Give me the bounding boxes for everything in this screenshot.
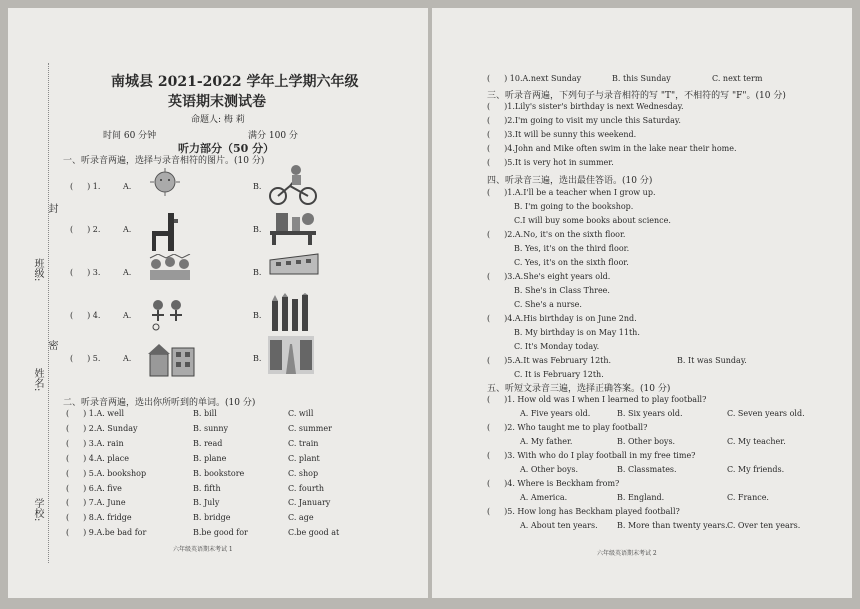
passage-option-c: C. My teacher. xyxy=(727,437,786,446)
exam-page-right xyxy=(432,8,852,598)
section-3-heading: 三、听录音两遍，下列句子与录音相符的写 "T"，不相符的写 "F"。(10 分) xyxy=(487,91,786,101)
response-question-row: ( )3.A.She's eight years old. xyxy=(487,272,611,281)
word-option-b: B. this Sunday xyxy=(612,74,671,83)
question-number: 3. xyxy=(88,438,97,448)
word-option-c: C. shop xyxy=(288,468,319,478)
passage-option-c: C. France. xyxy=(727,493,769,502)
true-false-row: ( )1.Lily's sister's birthday is next Wednesday. xyxy=(487,102,684,111)
passage-option-b: B. Six years old. xyxy=(617,409,683,418)
word-option-c: C. plant xyxy=(288,453,320,463)
true-false-row: ( )3.It will be sunny this weekend. xyxy=(487,130,637,139)
word-option-a: A. June xyxy=(96,498,126,508)
desk-study-icon xyxy=(268,207,318,249)
question-number: 8. xyxy=(88,513,97,523)
word-question-row: ( ) 7.A. June xyxy=(66,498,126,508)
word-option-b: B. bookstore xyxy=(193,468,245,478)
question-number: 1. xyxy=(88,409,97,418)
crayons-icon xyxy=(268,293,312,337)
word-option-c: C. summer xyxy=(288,423,332,433)
passage-option-b: B. Other boys. xyxy=(617,437,676,446)
kids-ball-icon xyxy=(148,297,188,335)
response-option-b: B. Yes, it's on the third floor. xyxy=(514,244,630,253)
passage-option-c: C. Over ten years. xyxy=(727,521,801,530)
word-option-a: A. rain xyxy=(96,438,124,448)
question-number: 3. xyxy=(92,268,101,277)
page-footer-left: 六年级英语期末考试 1 xyxy=(173,546,233,553)
response-option-c: C. She's a nurse. xyxy=(514,300,582,309)
houses-icon xyxy=(148,340,196,382)
passage-option-b: B. England. xyxy=(617,493,665,502)
word-question-row: ( ) 4.A. place xyxy=(66,453,129,463)
statement-text: 4.John and Mike often swim in the lake near their home. xyxy=(507,144,737,153)
passage-option-a: A. My father. xyxy=(520,437,573,446)
word-option-c: C.be good at xyxy=(288,528,340,538)
word-question-row: ( ) 1.A. well xyxy=(66,409,124,418)
exam-score: 满分 100 分 xyxy=(248,131,298,141)
class-label: 班级: xyxy=(32,258,43,282)
statement-text: 1.Lily's sister's birthday is next Wednesday. xyxy=(507,102,684,111)
question-number: 1. xyxy=(507,188,515,197)
response-question-row: ( )5.A.It was February 12th. xyxy=(487,356,612,365)
question-number: 6. xyxy=(88,483,97,493)
response-question-row: ( )4.A.His birthday is on June 2nd. xyxy=(487,314,637,323)
passage-question-text: 4. Where is Beckham from? xyxy=(507,479,620,488)
word-option-c: C. January xyxy=(288,498,331,508)
statement-text: 3.It will be sunny this weekend. xyxy=(507,130,637,139)
option-b-label: B. xyxy=(253,311,262,320)
passage-option-b: B. More than twenty years. xyxy=(617,521,728,530)
binding-line xyxy=(48,63,49,563)
picture-question-row: ( ) 4. xyxy=(70,311,101,320)
passage-option-c: C. Seven years old. xyxy=(727,409,805,418)
passage-question-row: ( )5. How long has Beckham played football? xyxy=(487,507,680,516)
passage-option-b: B. Classmates. xyxy=(617,465,677,474)
passage-question-row: ( )2. Who taught me to play football? xyxy=(487,423,648,432)
word-question-row: ( ) 9.A.be bad for xyxy=(66,528,147,538)
word-option-a: A. well xyxy=(96,409,124,418)
word-option-b: B. sunny xyxy=(193,423,229,433)
response-option-c: C.I will buy some books about science. xyxy=(514,216,671,225)
passage-question-text: 3. With who do I play football in my free time? xyxy=(507,451,696,460)
option-a-label: A. xyxy=(123,225,132,234)
word-question-row: ( ) 10.A.next Sunday xyxy=(487,74,582,83)
word-option-b: B. read xyxy=(193,438,223,448)
question-number: 5. xyxy=(92,354,101,363)
exam-author: 命题人: 梅 莉 xyxy=(191,115,245,125)
word-option-b: B. fifth xyxy=(193,483,221,493)
passage-question-text: 5. How long has Beckham played football? xyxy=(507,507,680,516)
response-option-b: B. It was Sunday. xyxy=(677,356,747,365)
option-a-label: A. xyxy=(123,268,132,277)
exam-page-left xyxy=(8,8,428,598)
picture-question-row: ( ) 2. xyxy=(70,225,101,234)
chair-icon xyxy=(148,211,182,257)
question-number: 1. xyxy=(92,182,101,191)
question-number: 3. xyxy=(507,272,515,281)
word-option-c: C. age xyxy=(288,513,314,523)
question-number: 9. xyxy=(88,528,97,538)
word-option-b: B. bill xyxy=(193,409,217,418)
true-false-row: ( )2.I'm going to visit my uncle this Saturday. xyxy=(487,116,681,125)
section-4-heading: 四、听录音三遍，选出最佳答语。(10 分) xyxy=(487,176,653,186)
true-false-row: ( )4.John and Mike often swim in the lake near their home. xyxy=(487,144,737,153)
street-icon xyxy=(268,336,314,378)
word-question-row: ( ) 6.A. five xyxy=(66,483,122,493)
option-b-label: B. xyxy=(253,225,262,234)
question-number: 5. xyxy=(507,356,515,365)
word-question-row: ( ) 3.A. rain xyxy=(66,438,124,448)
response-option-a: A.I'll be a teacher when I grow up. xyxy=(514,188,656,197)
name-label: 姓名: xyxy=(32,368,43,392)
question-number: 7. xyxy=(88,498,97,508)
sun-icon xyxy=(148,168,182,200)
word-option-a: A. Sunday xyxy=(96,423,138,433)
word-option-c: C. train xyxy=(288,438,319,448)
word-option-a: A. place xyxy=(96,453,129,463)
passage-question-row: ( )4. Where is Beckham from? xyxy=(487,479,620,488)
question-number: 2. xyxy=(88,423,97,433)
picture-question-row: ( ) 3. xyxy=(70,268,101,277)
bike-rider-icon xyxy=(268,164,318,210)
exam-title: 南城县 2021-2022 学年上学期六年级 xyxy=(111,74,359,90)
true-false-row: ( )5.It is very hot in summer. xyxy=(487,158,614,167)
picture-question-row: ( ) 5. xyxy=(70,354,101,363)
word-option-b: B. bridge xyxy=(193,513,231,523)
statement-text: 5.It is very hot in summer. xyxy=(507,158,614,167)
response-option-c: C. It is February 12th. xyxy=(514,370,604,379)
passage-option-a: A. America. xyxy=(520,493,568,502)
passage-option-c: C. My friends. xyxy=(727,465,785,474)
question-number: 5. xyxy=(88,468,97,478)
building-icon xyxy=(268,250,320,280)
response-option-a: A.She's eight years old. xyxy=(514,272,611,281)
response-option-c: C. Yes, it's on the sixth floor. xyxy=(514,258,629,267)
word-option-a: A. bookshop xyxy=(96,468,147,478)
section-5-heading: 五、听短文录音三遍，选择正确答案。(10 分) xyxy=(487,384,671,394)
page-footer-right: 六年级英语期末考试 2 xyxy=(597,550,657,557)
word-question-row: ( ) 2.A. Sunday xyxy=(66,423,138,433)
passage-option-a: A. About ten years. xyxy=(520,521,598,530)
picture-question-row: ( ) 1. xyxy=(70,182,101,191)
passage-option-a: A. Five years old. xyxy=(520,409,591,418)
word-option-a: A. fridge xyxy=(96,513,132,523)
option-b-label: B. xyxy=(253,354,262,363)
response-option-a: A.His birthday is on June 2nd. xyxy=(514,314,637,323)
word-option-b: B. plane xyxy=(193,453,227,463)
response-option-c: C. It's Monday today. xyxy=(514,342,600,351)
option-a-label: A. xyxy=(123,354,132,363)
response-option-b: B. She's in Class Three. xyxy=(514,286,610,295)
exam-subtitle: 英语期末测试卷 xyxy=(168,94,266,110)
option-a-label: A. xyxy=(123,182,132,191)
word-question-row: ( ) 8.A. fridge xyxy=(66,513,132,523)
word-option-c: C. will xyxy=(288,409,314,418)
word-option-c: C. fourth xyxy=(288,483,325,493)
word-option-a: A.be bad for xyxy=(96,528,147,538)
statement-text: 2.I'm going to visit my uncle this Saturday. xyxy=(507,116,681,125)
passage-question-text: 2. Who taught me to play football? xyxy=(507,423,648,432)
response-option-b: B. My birthday is on May 11th. xyxy=(514,328,640,337)
listening-heading: 听力部分（50 分） xyxy=(178,142,275,155)
word-option-b: B.be good for xyxy=(193,528,248,538)
word-option-b: B. July xyxy=(193,498,220,508)
word-question-row: ( ) 5.A. bookshop xyxy=(66,468,147,478)
response-option-a: A.No, it's on the sixth floor. xyxy=(514,230,626,239)
passage-question-text: 1. How old was I when I learned to play football? xyxy=(507,395,707,404)
seal-mark: 封 xyxy=(46,203,57,213)
option-b-label: B. xyxy=(253,182,262,191)
response-option-a: A.It was February 12th. xyxy=(514,356,612,365)
school-label: 学校: xyxy=(32,498,43,522)
question-number: 4. xyxy=(507,314,515,323)
option-b-label: B. xyxy=(253,268,262,277)
passage-question-row: ( )3. With who do I play football in my free time? xyxy=(487,451,696,460)
question-number: 4. xyxy=(88,453,97,463)
word-option-c: C. next term xyxy=(712,74,763,83)
question-number: 4. xyxy=(92,311,101,320)
exam-time: 时间 60 分钟 xyxy=(103,131,157,141)
option-a-label: A. xyxy=(123,311,132,320)
passage-question-row: ( )1. How old was I when I learned to play football? xyxy=(487,395,707,404)
response-question-row: ( )1.A.I'll be a teacher when I grow up. xyxy=(487,188,656,197)
section-2-heading: 二、听录音两遍，选出你所听到的单词。(10 分) xyxy=(63,398,256,408)
response-question-row: ( )2.A.No, it's on the sixth floor. xyxy=(487,230,626,239)
mi-mark: 密 xyxy=(46,340,57,350)
word-option-a: A. five xyxy=(96,483,122,493)
section-1-heading: 一、听录音两遍，选择与录音相符的图片。(10 分) xyxy=(63,156,265,166)
question-number: 2. xyxy=(92,225,101,234)
response-option-b: B. I'm going to the bookshop. xyxy=(514,202,634,211)
children-playing-icon xyxy=(148,254,192,288)
passage-option-a: A. Other boys. xyxy=(520,465,578,474)
question-number: 2. xyxy=(507,230,515,239)
